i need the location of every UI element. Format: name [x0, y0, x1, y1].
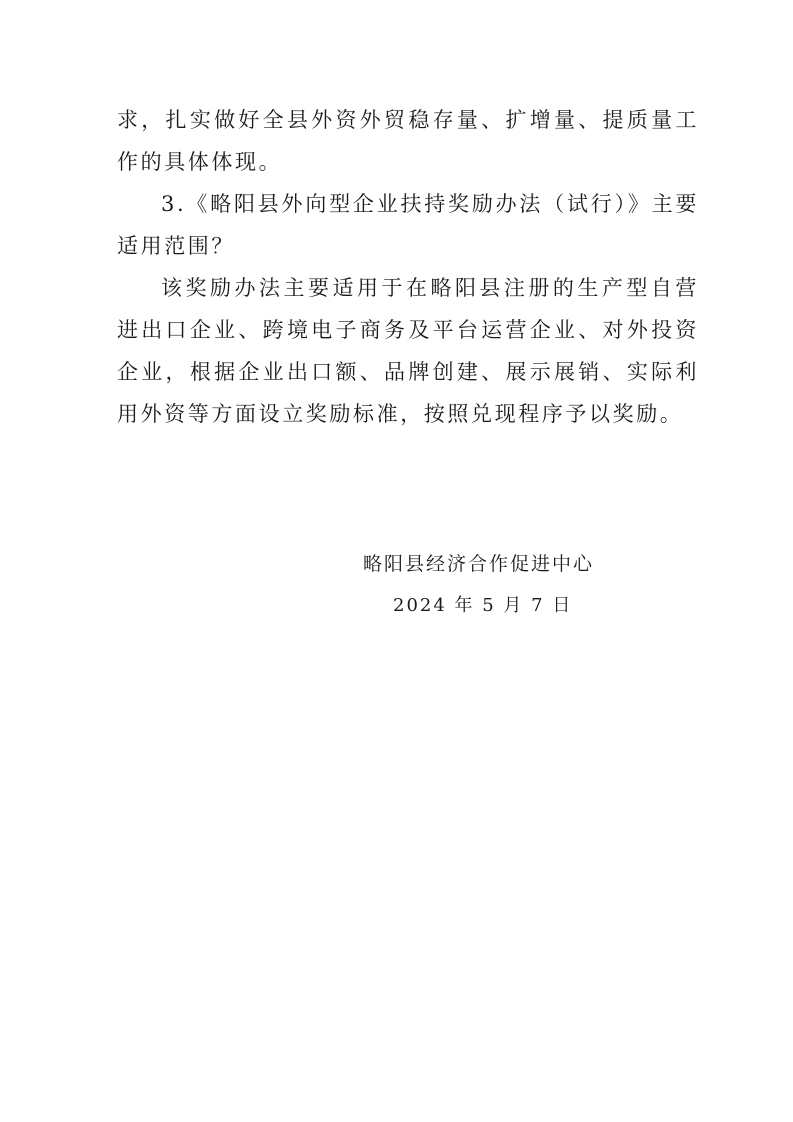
- issuing-organization: 略阳县经济合作促进中心: [363, 553, 595, 575]
- paragraph-continuation: 求，扎实做好全县外资外贸稳存量、扩增量、提质量工作的具体体现。: [117, 108, 699, 174]
- document-body: [117, 99, 699, 435]
- question-heading: 3.《略阳县外向型企业扶持奖励办法（试行）》主要适用范围？: [117, 192, 699, 258]
- answer-paragraph: 该奖励办法主要适用于在略阳县注册的生产型自营进出口企业、跨境电子商务及平台运营企业、对外投资企业，根据企业出口额、品牌创建、展示展销、实际利用外资等方面设立奖励标准，按照兑现程序予以奖励。: [117, 276, 699, 426]
- signature-block: [0, 548, 793, 628]
- issue-date: 2024 年 5 月 7 日: [393, 595, 573, 616]
